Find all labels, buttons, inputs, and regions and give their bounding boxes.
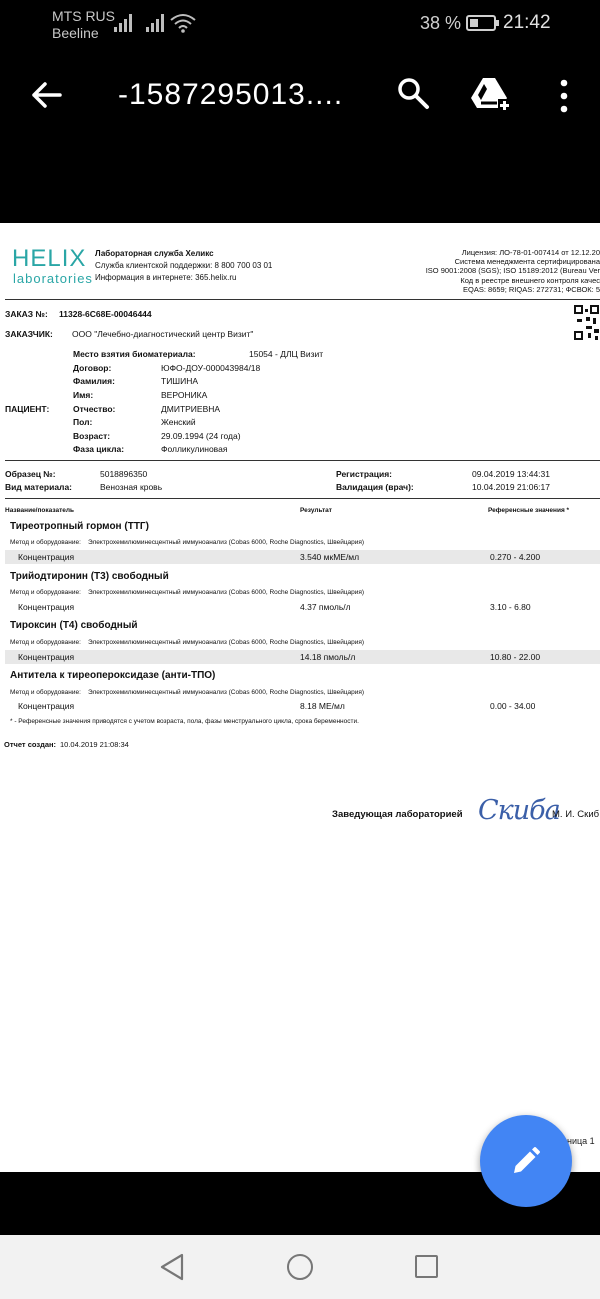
material-value: Венозная кровь: [100, 482, 163, 492]
test-name: Трийодтиронин (Т3) свободный: [10, 571, 169, 582]
nav-back-icon[interactable]: [158, 1252, 186, 1282]
reference-value: 10.80 - 22.00: [490, 652, 541, 662]
arrow-left-icon[interactable]: [30, 78, 64, 112]
document-title: -1587295013....: [118, 78, 344, 111]
method-label: Метод и оборудование:: [10, 689, 81, 696]
field-value: 29.09.1994 (24 года): [161, 431, 241, 441]
order-label: ЗАКАЗ №:: [5, 309, 48, 319]
field-value: ТИШИНА: [161, 376, 199, 386]
app-bar: [0, 48, 600, 223]
validation-value: 10.04.2019 21:06:17: [472, 482, 550, 492]
head-label: Заведующая лабораторией: [332, 809, 463, 820]
param-name: Концентрация: [18, 652, 75, 662]
helix-logo: HELIX: [12, 245, 87, 272]
report-created-label: Отчет создан:: [4, 740, 57, 749]
drive-add-icon[interactable]: [470, 76, 512, 114]
nav-home-icon[interactable]: [287, 1254, 313, 1280]
field-value: Фолликулиновая: [161, 444, 228, 454]
result-value: 14.18 пмоль/л: [300, 652, 356, 662]
helix-logo-sub: laboratories: [13, 271, 93, 286]
pencil-icon: [510, 1145, 542, 1177]
signal-1-icon: [114, 14, 134, 32]
report-created-value: 10.04.2019 21:08:34: [60, 740, 129, 749]
test-name: Антитела к тиреопероксидазе (анти-ТПО): [10, 670, 216, 681]
patient-label: ПАЦИЕНТ:: [5, 404, 50, 414]
test-name: Тироксин (Т4) свободный: [10, 620, 138, 631]
footnote: * - Референсные значения приводятся с учетом возраста, пола, фазы менструального цикла, срока беременности.: [10, 718, 359, 725]
col-reference-header: Референсные значения *: [488, 507, 570, 514]
license-line: Система менеджмента сертифицирована: [454, 257, 600, 266]
method-value: Электрохемилюминесцентный иммуноанализ (Cobas 6000, Roche Diagnostics, Швейцария): [88, 539, 365, 546]
field-value: 15054 - ДЛЦ Визит: [249, 349, 324, 359]
result-value: 8.18 МЕ/мл: [300, 701, 345, 711]
nav-recent-icon[interactable]: [415, 1255, 438, 1278]
field-label: Отчество:: [73, 404, 116, 414]
col-result-header: Результат: [300, 507, 332, 514]
field-label: Фаза цикла:: [73, 444, 125, 454]
license-line: Код в реестре внешнего контроля качес: [460, 276, 600, 285]
method-label: Метод и оборудование:: [10, 539, 81, 546]
system-nav-bar: [0, 1235, 600, 1299]
result-value: 3.540 мкМЕ/мл: [300, 552, 360, 562]
divider: [5, 498, 600, 499]
method-label: Метод и оборудование:: [10, 589, 81, 596]
license-line: EQAS: 8659; RIQAS: 272731; ФСВОК: 5: [463, 285, 600, 294]
field-label: Имя:: [73, 390, 94, 400]
lab-support: Служба клиентской поддержки: 8 800 700 03 01: [95, 261, 273, 270]
carrier-names: [52, 8, 115, 42]
divider: [5, 460, 600, 461]
method-label: Метод и оборудование:: [10, 639, 81, 646]
divider: [5, 299, 600, 300]
head-name: М. И. Скиб: [552, 809, 600, 820]
page-number-fragment: ница 1: [567, 1136, 595, 1146]
param-name: Концентрация: [18, 552, 75, 562]
battery-percent: 38 %: [420, 13, 462, 33]
registration-value: 09.04.2019 13:44:31: [472, 469, 550, 479]
search-icon[interactable]: [396, 76, 430, 110]
reference-value: 3.10 - 6.80: [490, 602, 531, 612]
wifi-icon: [170, 13, 196, 33]
license-line: Лицензия: ЛО-78-01-007414 от 12.12.20: [461, 248, 600, 257]
field-label: Место взятия биоматериала:: [73, 349, 196, 359]
lab-name: Лабораторная служба Хеликс: [95, 249, 214, 258]
lab-website: Информация в интернете: 365.helix.ru: [95, 273, 237, 282]
field-label: Договор:: [73, 363, 112, 373]
sample-value: 5018896350: [100, 469, 148, 479]
field-label: Фамилия:: [73, 376, 115, 386]
field-label: Пол:: [73, 417, 93, 427]
customer-label: ЗАКАЗЧИК:: [5, 329, 53, 339]
param-name: Концентрация: [18, 602, 75, 612]
more-vertical-icon[interactable]: [552, 78, 576, 114]
col-name-header: Название/показатель: [5, 507, 75, 514]
carrier-2: Beeline: [52, 25, 99, 41]
test-name: Тиреотропный гормон (ТТГ): [10, 521, 149, 532]
validation-label: Валидация (врач):: [336, 482, 414, 492]
signal-2-icon: [146, 14, 166, 32]
registration-label: Регистрация:: [336, 469, 393, 479]
battery-icon: [466, 15, 496, 31]
qr-code-icon: [574, 305, 600, 341]
customer-value: ООО "Лечебно-диагностический центр Визит": [72, 329, 254, 339]
reference-value: 0.270 - 4.200: [490, 552, 541, 562]
field-value: ЮФО-ДОУ-000043984/18: [161, 363, 261, 373]
result-value: 4.37 пмоль/л: [300, 602, 351, 612]
signature: Скиба: [478, 795, 560, 826]
sample-label: Образец №:: [5, 469, 56, 479]
order-number: 11328-6С68Е-00046444: [59, 309, 152, 319]
method-value: Электрохемилюминесцентный иммуноанализ (Cobas 6000, Roche Diagnostics, Швейцария): [88, 639, 365, 646]
material-label: Вид материала:: [5, 482, 73, 492]
document-page[interactable]: [0, 223, 600, 1172]
edit-fab-button[interactable]: [480, 1115, 572, 1207]
carrier-1: MTS RUS: [52, 8, 115, 24]
field-label: Возраст:: [73, 431, 111, 441]
clock: 21:42: [503, 12, 551, 33]
field-value: ВЕРОНИКА: [161, 390, 208, 400]
field-value: Женский: [161, 417, 196, 427]
method-value: Электрохемилюминесцентный иммуноанализ (Cobas 6000, Roche Diagnostics, Швейцария): [88, 589, 365, 596]
license-line: ISO 9001:2008 (SGS); ISO 15189:2012 (Bureau Ver: [425, 266, 600, 275]
param-name: Концентрация: [18, 701, 75, 711]
method-value: Электрохемилюминесцентный иммуноанализ (Cobas 6000, Roche Diagnostics, Швейцария): [88, 689, 365, 696]
status-bar: [0, 0, 600, 48]
field-value: ДМИТРИЕВНА: [161, 404, 221, 414]
reference-value: 0.00 - 34.00: [490, 701, 536, 711]
